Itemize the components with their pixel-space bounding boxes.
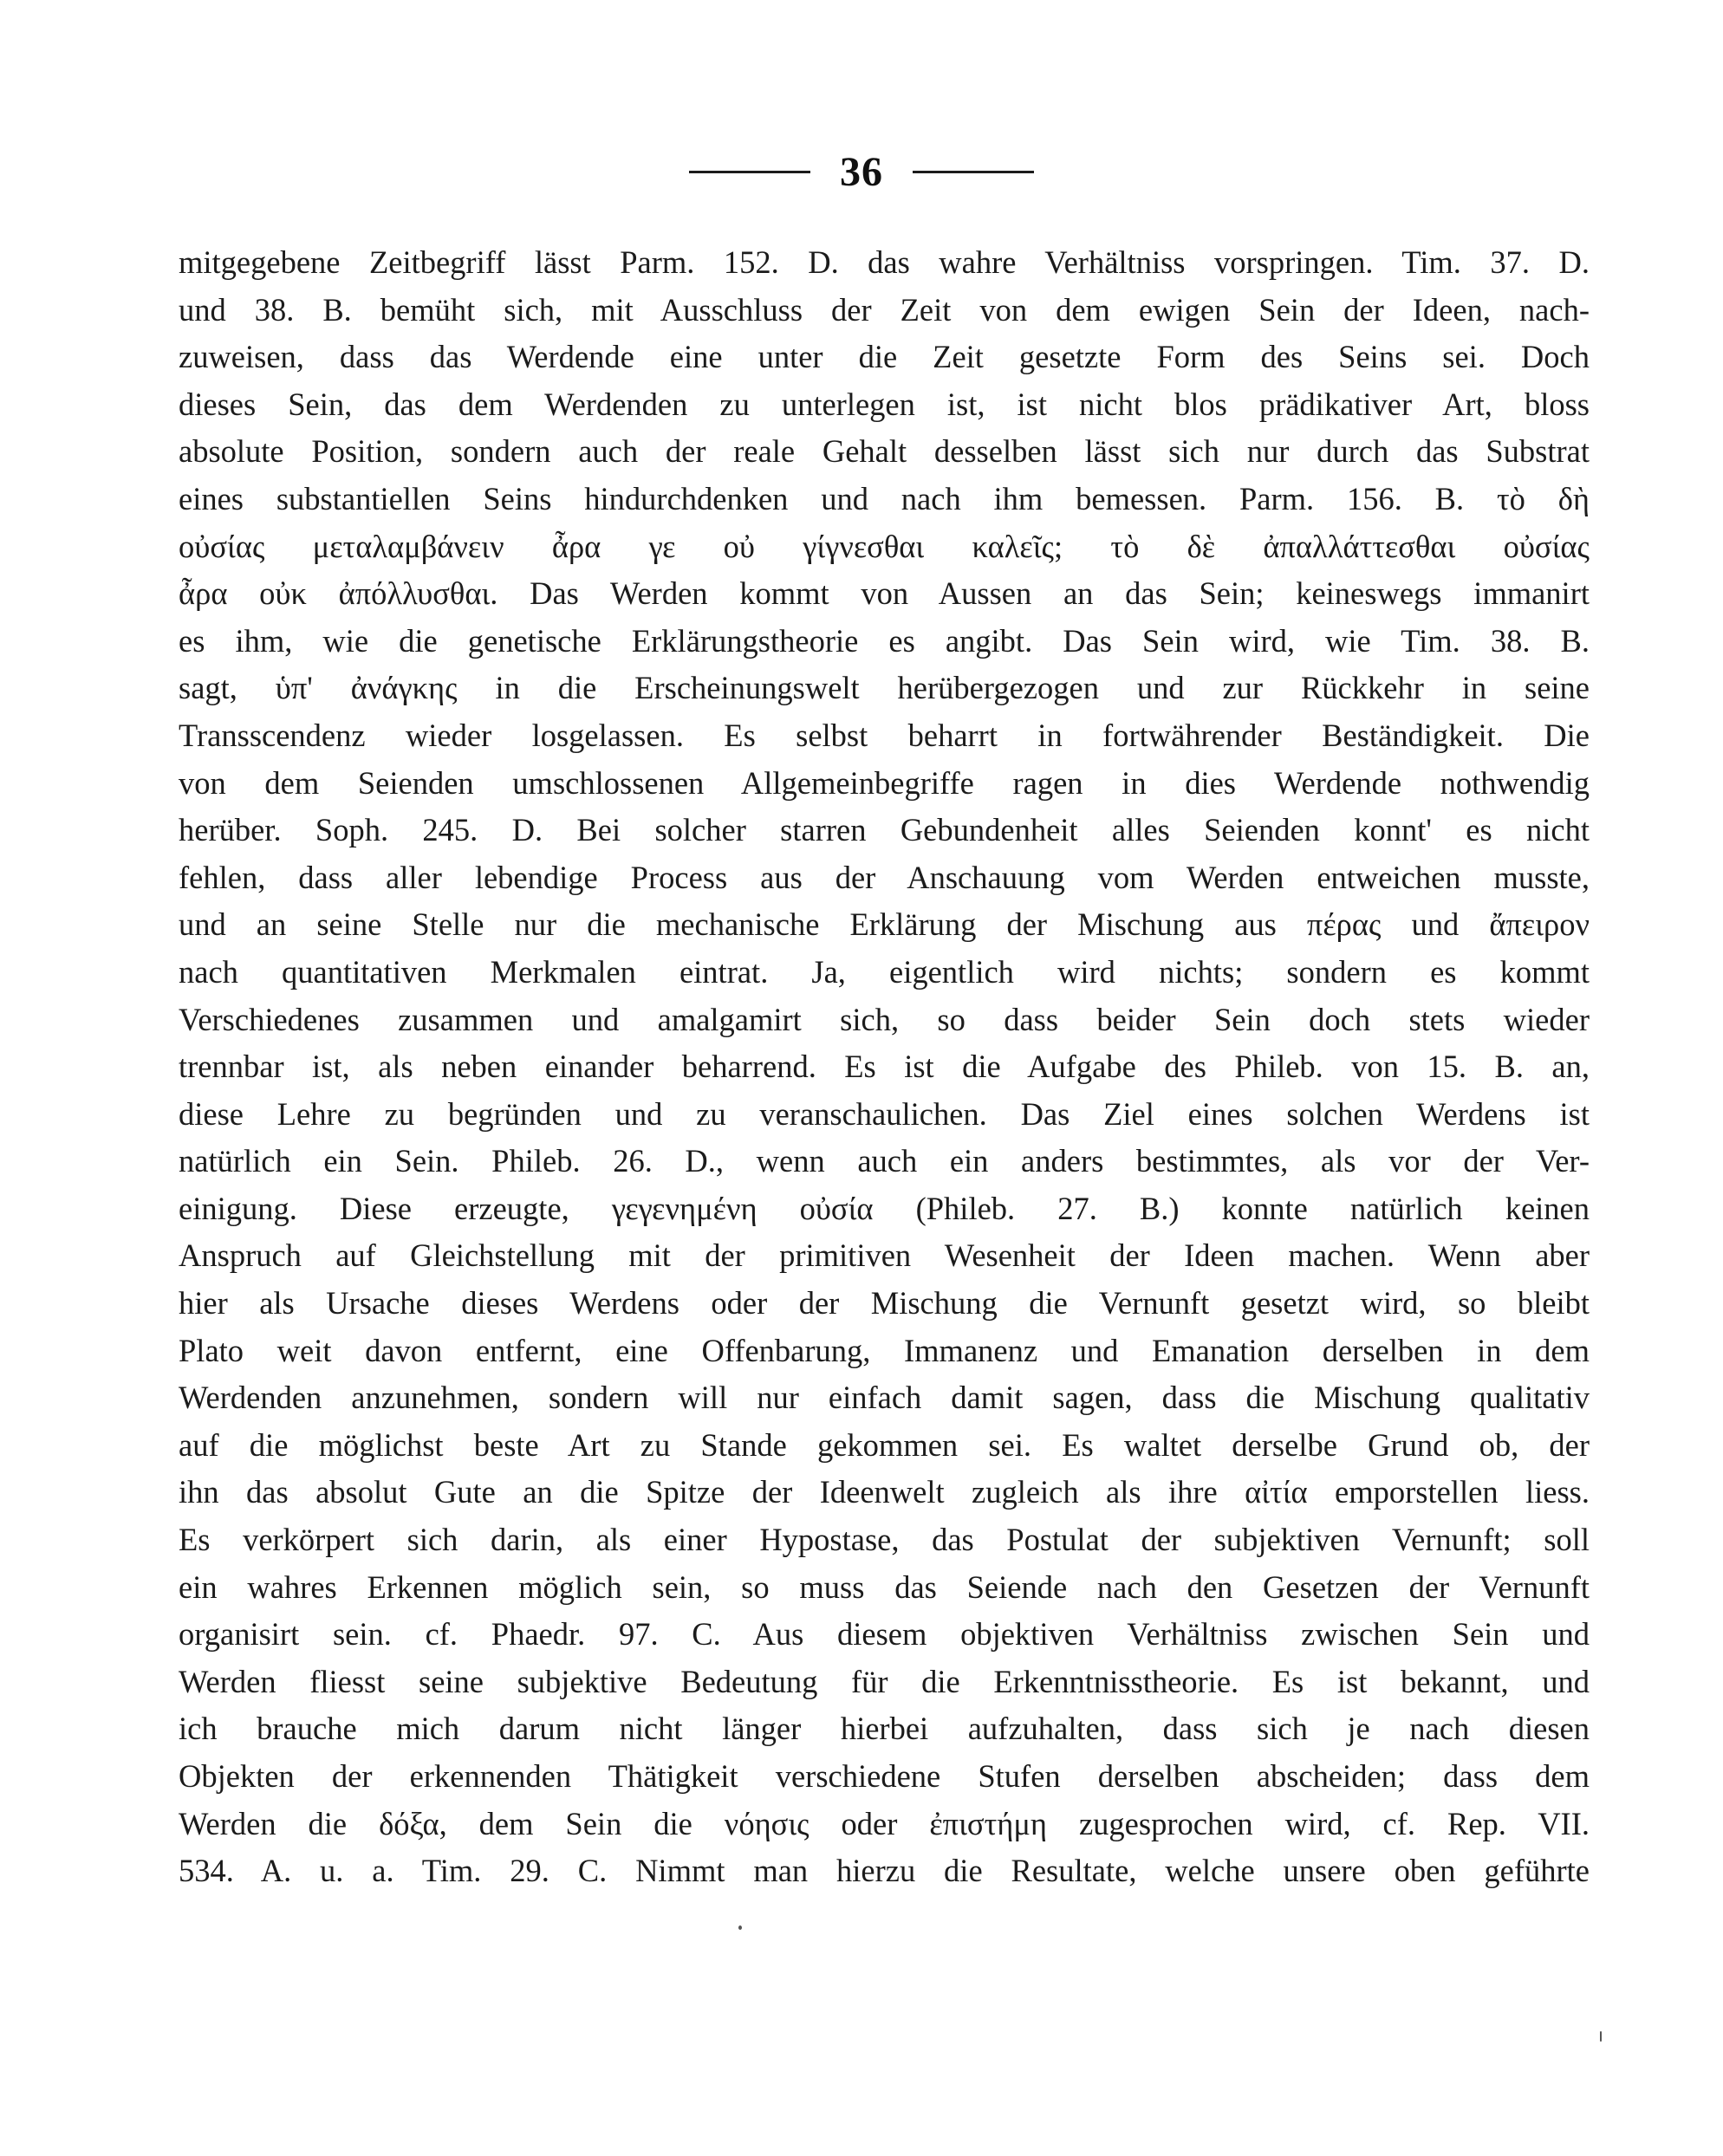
text-line: absolute Position, sondern auch der reale Gehalt desselben lässt sich nur durch das Substrat (179, 433, 1590, 470)
text-line: es ihm, wie die genetische Erklärungstheorie es angibt. Das Sein wird, wie Tim. 38. B. (179, 622, 1590, 659)
text-line: ἆρα οὐκ ἀπόλλυσθαι. Das Werden kommt von Aussen an das Sein; keineswegs immanirt (179, 575, 1590, 612)
text-line: organisirt sein. cf. Phaedr. 97. C. Aus diesem objektiven Verhältniss zwischen Sein und (179, 1616, 1590, 1653)
text-line: einigung. Diese erzeugte, γεγενημένη οὐσία (Phileb. 27. B.) konnte natürlich keinen (179, 1190, 1590, 1226)
text-line: Werdenden anzunehmen, sondern will nur einfach damit sagen, dass die Mischung qualitativ (179, 1380, 1590, 1416)
text-line: 534. A. u. a. Tim. 29. C. Nimmt man hierzu die Resultate, welche unsere oben geführte (179, 1853, 1590, 1889)
text-line: Plato weit davon entfernt, eine Offenbarung, Immanenz und Emanation derselben in dem (179, 1332, 1590, 1368)
text-line: Transscendenz wieder losgelassen. Es selbst beharrt in fortwährender Beständigkeit. Die (179, 717, 1590, 753)
text-line: hier als Ursache dieses Werdens oder der Mischung die Vernunft gesetzt wird, so bleibt (179, 1285, 1590, 1322)
header-rule-left (689, 171, 810, 173)
text-line: Objekten der erkennenden Thätigkeit verschiedene Stufen derselben abscheiden; dass dem (179, 1758, 1590, 1794)
body-text (179, 239, 1590, 1895)
text-line: nach quantitativen Merkmalen eintrat. Ja, eigentlich wird nichts; sondern es kommt (179, 953, 1590, 990)
text-line: fehlen, dass aller lebendige Process aus der Anschauung vom Werden entweichen musste, (179, 859, 1590, 895)
text-line: und 38. B. bemüht sich, mit Ausschluss der Zeit von dem ewigen Sein der Ideen, nach- (179, 291, 1590, 328)
text-line: sagt, ὑπ' ἀνάγκης in die Erscheinungswelt herübergezogen und zur Rückkehr in seine (179, 670, 1590, 706)
text-line: Anspruch auf Gleichstellung mit der primitiven Wesenheit der Ideen machen. Wenn aber (179, 1237, 1590, 1274)
text-line: ich brauche mich darum nicht länger hierbei aufzuhalten, dass sich je nach diesen (179, 1711, 1590, 1747)
text-line: trennbar ist, als neben einander beharrend. Es ist die Aufgabe des Phileb. von 15. B. an, (179, 1049, 1590, 1085)
text-line: Verschiedenes zusammen und amalgamirt sich, so dass beider Sein doch stets wieder (179, 1001, 1590, 1037)
page-number: 36 (840, 148, 883, 195)
text-line: zuweisen, dass das Werdende eine unter die Zeit gesetzte Form des Seins sei. Doch (179, 339, 1590, 375)
page-header (0, 146, 1723, 198)
text-line: ihn das absolut Gute an die Spitze der Ideenwelt zugleich als ihre αἰτία emporstellen liess. (179, 1474, 1590, 1510)
text-line: diese Lehre zu begründen und zu veranschaulichen. Das Ziel eines solchen Werdens ist (179, 1095, 1590, 1132)
ink-speck (1600, 2031, 1602, 2042)
text-line: οὐσίας μεταλαμβάνειν ἆρα γε οὐ γίγνεσθαι καλεῖς; τὸ δὲ ἀπαλλάττεσθαι οὐσίας (179, 528, 1590, 564)
text-line: Werden fliesst seine subjektive Bedeutung für die Erkenntnisstheorie. Es ist bekannt, und (179, 1663, 1590, 1699)
text-line: von dem Seienden umschlossenen Allgemeinbegriffe ragen in dies Werdende nothwendig (179, 764, 1590, 801)
text-line: ein wahres Erkennen möglich sein, so muss das Seiende nach den Gesetzen der Vernunft (179, 1568, 1590, 1605)
text-line: natürlich ein Sein. Phileb. 26. D., wenn auch ein anders bestimmtes, als vor der Ver- (179, 1143, 1590, 1179)
text-line: und an seine Stelle nur die mechanische Erklärung der Mischung aus πέρας und ἄπειρον (179, 906, 1590, 943)
text-line: dieses Sein, das dem Werdenden zu unterlegen ist, ist nicht blos prädikativer Art, bloss (179, 386, 1590, 422)
ink-speck (738, 1925, 742, 1930)
text-line: auf die möglichst beste Art zu Stande gekommen sei. Es waltet derselbe Grund ob, der (179, 1426, 1590, 1463)
text-line: herüber. Soph. 245. D. Bei solcher starren Gebundenheit alles Seienden konnt' es nicht (179, 812, 1590, 848)
text-line: mitgegebene Zeitbegriff lässt Parm. 152. D. das wahre Verhältniss vorspringen. Tim. 37. D. (179, 244, 1590, 280)
header-rule-right (913, 171, 1034, 173)
text-line: eines substantiellen Seins hindurchdenken und nach ihm bemessen. Parm. 156. B. τὸ δὴ (179, 480, 1590, 516)
text-line: Werden die δόξα, dem Sein die νόησις oder ἐπιστήμη zugesprochen wird, cf. Rep. VII. (179, 1805, 1590, 1841)
text-line: Es verkörpert sich darin, als einer Hypostase, das Postulat der subjektiven Vernunft; soll (179, 1522, 1590, 1558)
